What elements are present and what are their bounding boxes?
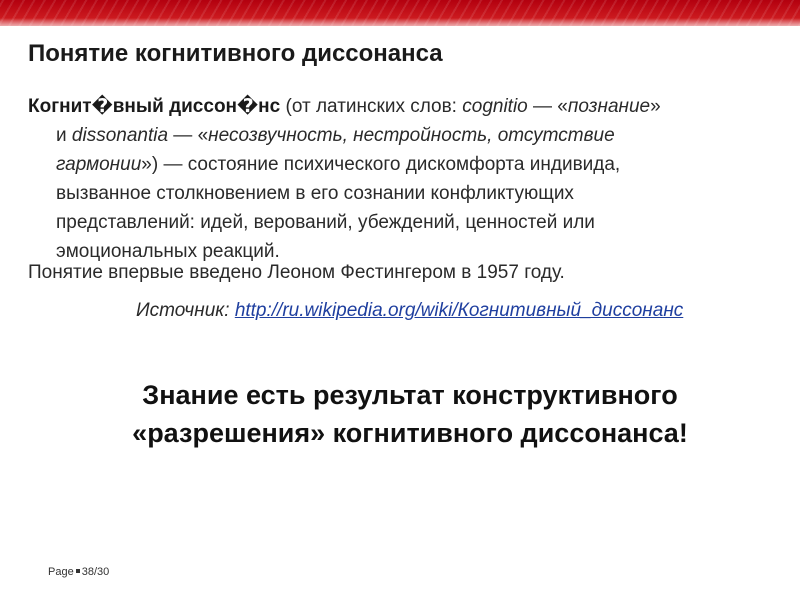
page-value: 38/30 (81, 566, 110, 578)
translation-dissonantia-part1: несозвучность, нестройность, отсутствие (208, 125, 615, 146)
definition-term: Когнит�вный диссон�нс (28, 96, 281, 117)
conjunction-and: и (56, 125, 72, 146)
definition-line-4: вызванное столкновением в его сознании конфликтующих (56, 183, 574, 204)
quote-line-2: «разрешения» когнитивного диссонанса! (132, 418, 688, 448)
dash-1: — « (527, 96, 568, 117)
quote-line-1: Знание есть результат конструктивного (142, 380, 678, 410)
definition-state-text: ») — состояние психического дискомфорта индивида, (141, 154, 621, 175)
definition-line-3 (28, 150, 780, 179)
dash-2: — « (168, 125, 209, 146)
slide-title: Понятие когнитивного диссонанса (28, 40, 443, 67)
translation-dissonantia-part2: гармонии (56, 154, 142, 175)
definition-line-1 (28, 92, 780, 121)
definition-paragraph (28, 92, 780, 266)
page-number (48, 566, 109, 578)
source-citation (136, 300, 683, 322)
festinger-intro: Понятие впервые введено Леоном Фестингером в 1957 году. (28, 262, 565, 283)
definition-line-5: представлений: идей, верований, убеждений, ценностей или (56, 212, 595, 233)
latin-word-cognitio: cognitio (462, 96, 528, 117)
close-quote-1: » (650, 96, 661, 117)
page-label: Page (48, 566, 74, 578)
translation-cognitio: познание (567, 96, 651, 117)
latin-word-dissonantia: dissonantia (71, 125, 169, 146)
definition-line-2 (28, 121, 780, 150)
source-label: Источник: (136, 300, 235, 321)
key-quote (60, 376, 760, 452)
definition-line-6: эмоциональных реакций. (56, 241, 280, 262)
header-band (0, 0, 800, 26)
bullet-square-icon (76, 569, 80, 573)
source-link[interactable]: http://ru.wikipedia.org/wiki/Когнитивный_диссонанс (234, 300, 684, 321)
header-fade (0, 18, 800, 26)
definition-intro-text: (от латинских слов: (280, 96, 463, 117)
